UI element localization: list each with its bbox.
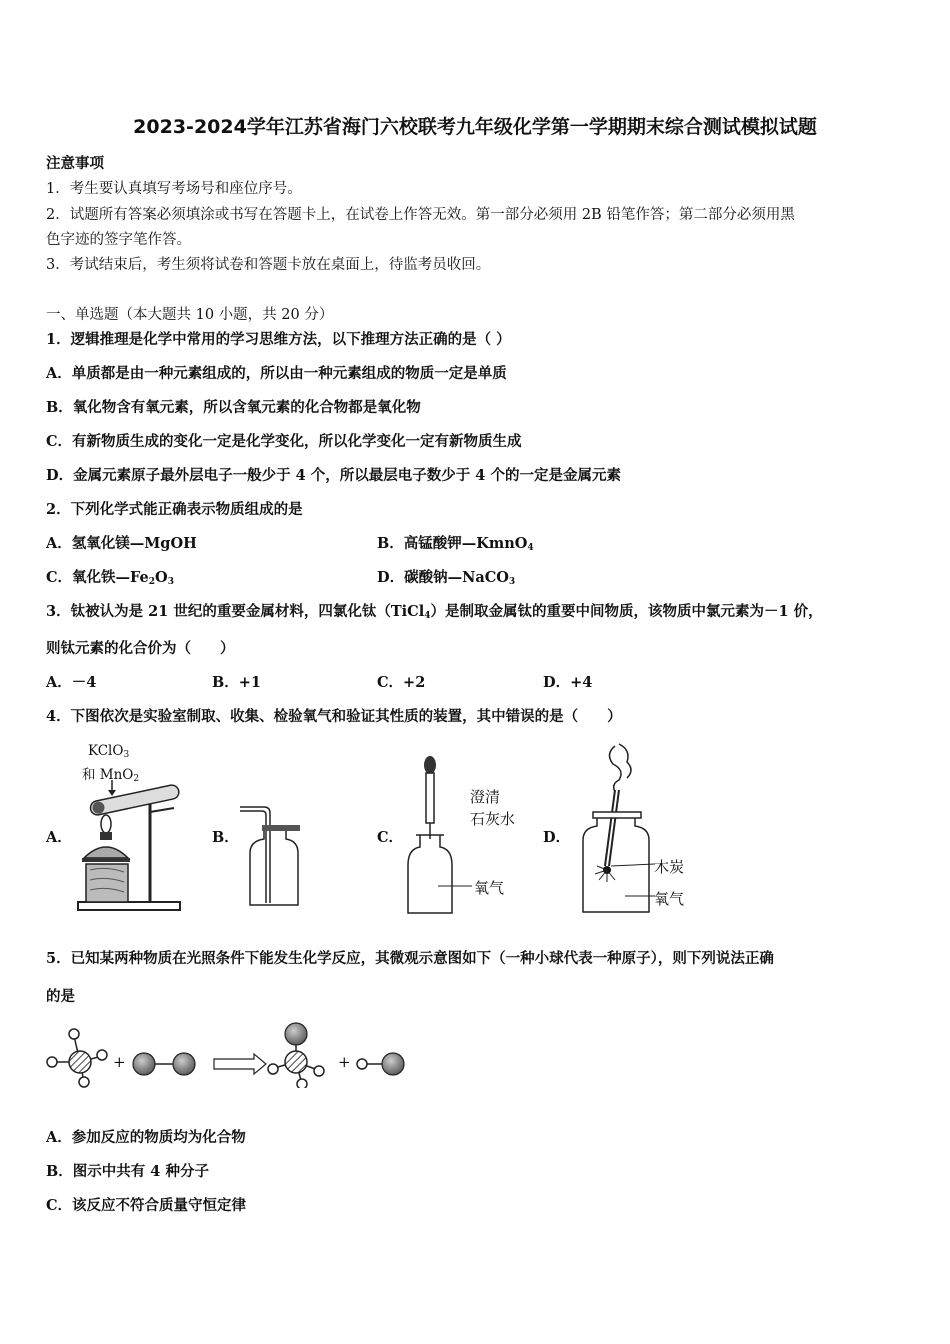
q5-plus-1: +: [113, 1053, 126, 1071]
q5-molecule-diagram: [44, 1022, 414, 1088]
q3-option-b: B．+1: [212, 674, 261, 691]
diagram-d-label-charcoal: 木炭: [654, 858, 685, 876]
notice-heading: 注意事项: [46, 155, 104, 172]
diagram-b-collecting-bottle: [236, 795, 306, 910]
diagram-c-label-1: 澄清: [470, 788, 501, 806]
q1-option-b: B．氧化物含有氧元素，所以含氧元素的化合物都是氧化物: [46, 399, 421, 416]
notice-item-2: 2．试题所有答案必须填涂或书写在答题卡上，在试卷上作答无效。第一部分必须用 2B 铅笔作答；第二部分必须用黑: [46, 207, 795, 223]
diagram-a-heating-apparatus: [70, 780, 190, 920]
q5-option-a: A．参加反应的物质均为化合物: [46, 1129, 246, 1146]
diagram-a-label-kclo3: KClO$_3$: [88, 743, 130, 760]
q2-option-d: D．碳酸钠—NaCO$_3$: [377, 569, 516, 587]
reactant-molecule-2: [133, 1053, 195, 1075]
q4-option-c: C．: [377, 829, 404, 846]
section-heading: 一、单选题（本大题共 10 小题，共 20 分）: [46, 307, 334, 323]
q2-option-c: C．氧化铁$—Fe_2O_3$: [46, 569, 174, 587]
q4-stem: 4．下图依次是实验室制取、收集、检验氧气和验证其性质的装置，其中错误的是（ ）: [46, 708, 622, 725]
q5-option-b: B．图示中共有 4 种分子: [46, 1163, 209, 1180]
diagram-c-label-2: 石灰水: [470, 810, 516, 828]
diagram-d-charcoal-bottle: [575, 740, 655, 920]
q5-plus-2: +: [338, 1053, 351, 1071]
q5-stem: 5．已知某两种物质在光照条件下能发生化学反应，其微观示意图如下（一种小球代表一种原子），则下列说法正确: [46, 950, 774, 967]
page-title: 2023-2024学年江苏省海门六校联考九年级化学第一学期期末综合测试模拟试题: [133, 116, 817, 138]
diagram-d-label-oxygen: 氧气: [654, 890, 685, 908]
product-molecule-1: [268, 1023, 324, 1088]
q3-option-c: C．+2: [377, 674, 426, 691]
notice-item-2-cont: 色字迹的签字笔作答。: [46, 232, 191, 248]
notice-item-1: 1．考生要认真填写考场号和座位序号。: [46, 181, 302, 197]
q4-option-b: B．: [212, 829, 239, 846]
q3-stem-cont: 则钛元素的化合价为（ ）: [46, 640, 235, 657]
q3-stem: 3．钛被认为是 21 世纪的重要金属材料，四氯化钛（TiCl$_4$）是制取金属钛的重要中间物质，该物质中氯元素为－1 价，: [46, 603, 823, 621]
q4-option-d: D．: [543, 829, 571, 846]
q2-option-b: B．高锰酸钾—KmnO$_4$: [377, 535, 534, 553]
q1-option-a: A．单质都是由一种元素组成的，所以由一种元素组成的物质一定是单质: [46, 365, 507, 382]
q2-option-a: A．氢氧化镁—MgOH: [46, 535, 197, 552]
diagram-c-leader-line: [438, 876, 478, 896]
q1-option-c: C．有新物质生成的变化一定是化学变化，所以化学变化一定有新物质生成: [46, 433, 522, 450]
reactant-molecule-1: [47, 1029, 107, 1087]
notice-item-3: 3．考试结束后，考生须将试卷和答题卡放在桌面上，待监考员收回。: [46, 257, 491, 273]
q2-stem: 2．下列化学式能正确表示物质组成的是: [46, 501, 303, 518]
q4-option-a: A．: [46, 829, 72, 846]
diagram-a-label-mno2: 和 MnO$_2$: [82, 767, 140, 784]
product-molecule-2: [357, 1053, 404, 1075]
q1-option-d: D．金属元素原子最外层电子一般少于 4 个，所以最层电子数少于 4 个的一定是金属元素: [46, 467, 621, 484]
q1-stem: 1．逻辑推理是化学中常用的学习思维方法，以下推理方法正确的是（ ）: [46, 331, 511, 348]
q3-option-a: A．－4: [46, 674, 97, 691]
diagram-c-label-oxygen: 氧气: [474, 879, 505, 897]
q3-option-d: D．+4: [543, 674, 593, 691]
q5-stem-cont: 的是: [46, 988, 75, 1005]
q5-option-c: C．该反应不符合质量守恒定律: [46, 1197, 247, 1214]
